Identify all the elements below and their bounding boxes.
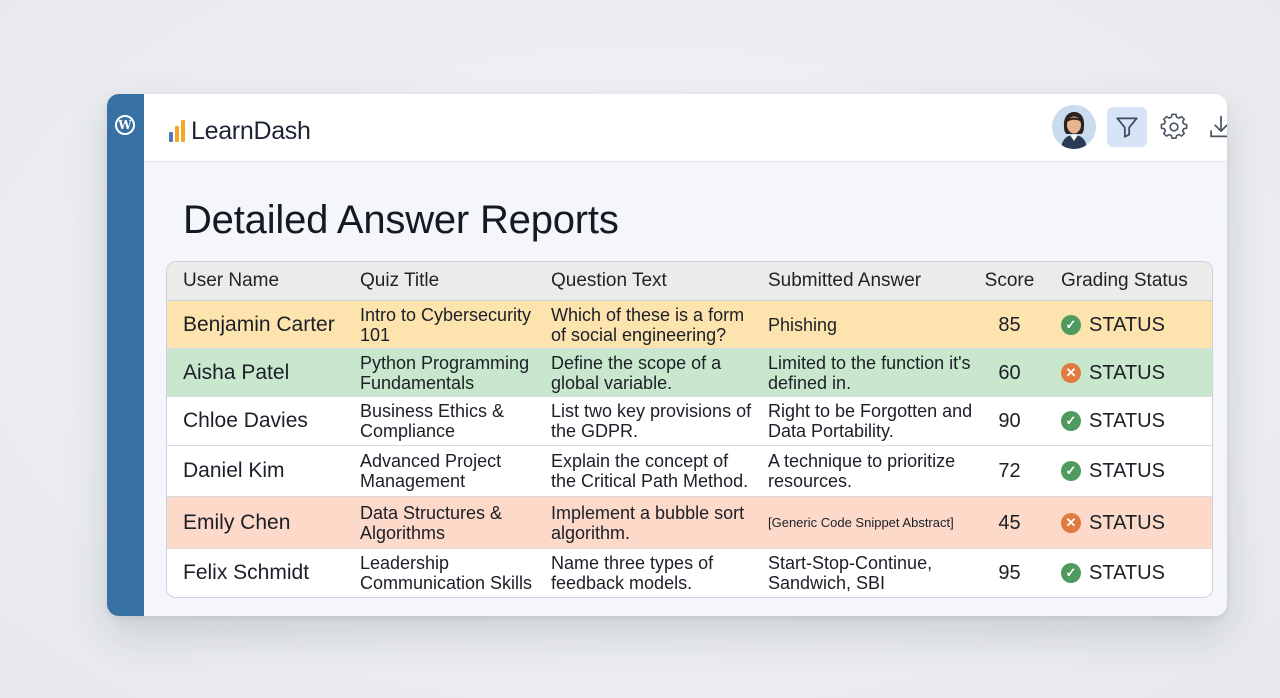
column-header-user-name[interactable]: User Name [167, 262, 344, 301]
status-badge[interactable] [1061, 363, 1212, 383]
table-row[interactable] [167, 349, 1212, 397]
status-badge[interactable] [1061, 315, 1212, 335]
table-row[interactable] [167, 446, 1212, 497]
cell-quiz-title: Leadership Communication Skills [360, 553, 533, 594]
cell-quiz-title: Intro to Cybersecurity 101 [344, 301, 535, 349]
filter-button[interactable] [1107, 107, 1147, 147]
cell-quiz-title: Python Programming Fundamentals [344, 349, 535, 397]
status-badge[interactable] [1061, 513, 1212, 533]
status-label: STATUS [1089, 361, 1165, 384]
check-circle-icon: ✓ [1061, 563, 1081, 583]
download-button[interactable] [1201, 107, 1227, 147]
column-header-quiz-title[interactable]: Quiz Title [344, 262, 535, 301]
wordpress-sidebar [107, 94, 144, 616]
cell-quiz-title: Business Ethics & Compliance [344, 397, 535, 446]
filter-icon [1114, 114, 1140, 140]
table-row[interactable] [167, 497, 1212, 549]
wordpress-logo-icon[interactable]: W [115, 115, 135, 135]
cell-score: 72 [974, 446, 1045, 497]
status-label: STATUS [1089, 562, 1165, 585]
table-row[interactable] [167, 549, 1212, 598]
page-title: Detailed Answer Reports [183, 198, 619, 242]
cell-grading-status [1045, 349, 1212, 397]
cell-score: 85 [974, 301, 1045, 349]
check-circle-icon: ✓ [1061, 461, 1081, 481]
check-circle-icon: ✓ [1061, 411, 1081, 431]
status-label: STATUS [1089, 511, 1165, 534]
cell-user-name: Daniel Kim [167, 446, 344, 497]
cell-question-text: Which of these is a form of social engineering? [535, 301, 752, 349]
cell-quiz-title: Data Structures & Algorithms [344, 497, 535, 549]
app-window [107, 94, 1227, 616]
cell-score: 95 [998, 562, 1021, 585]
cell-grading-status [1045, 497, 1212, 549]
cell-question-text: Define the scope of a global variable. [535, 349, 752, 397]
cell-user-name: Aisha Patel [167, 349, 344, 397]
column-header-question-text[interactable]: Question Text [535, 262, 752, 301]
user-avatar[interactable] [1052, 105, 1096, 149]
status-label: STATUS [1089, 410, 1165, 432]
cell-grading-status [1045, 397, 1212, 446]
status-label: STATUS [1089, 313, 1165, 336]
cell-quiz-title: Advanced Project Management [344, 446, 535, 497]
table-row[interactable] [167, 397, 1212, 446]
cell-score: 60 [974, 349, 1045, 397]
x-circle-icon: ✕ [1061, 513, 1081, 533]
cell-question-text: Explain the concept of the Critical Path Method. [535, 446, 752, 497]
user-avatar-icon [1052, 105, 1096, 149]
settings-button[interactable] [1154, 107, 1194, 147]
x-circle-icon: ✕ [1061, 363, 1081, 383]
cell-user-name: Emily Chen [167, 497, 344, 549]
brand-bar [175, 126, 179, 142]
cell-user-name: Felix Schmidt [183, 561, 310, 585]
cell-grading-status [1045, 446, 1212, 497]
table-header-row [167, 262, 1212, 301]
column-header-submitted-answer[interactable]: Submitted Answer [752, 262, 974, 301]
brand-bar [181, 120, 185, 142]
cell-submitted-answer: A technique to prioritize resources. [752, 446, 974, 497]
column-header-grading-status[interactable]: Grading Status [1045, 262, 1212, 301]
cell-submitted-answer: [Generic Code Snippet Abstract] [752, 497, 974, 549]
cell-user-name: Chloe Davies [167, 397, 344, 446]
column-header-score[interactable]: Score [974, 262, 1045, 301]
table-row[interactable] [167, 301, 1212, 349]
status-badge[interactable] [1061, 461, 1212, 481]
check-circle-icon: ✓ [1061, 315, 1081, 335]
gear-icon [1160, 113, 1188, 141]
cell-question-text: Name three types of feedback models. [551, 553, 714, 594]
status-label: STATUS [1089, 460, 1165, 482]
cell-user-name: Benjamin Carter [167, 301, 344, 349]
cell-submitted-answer: Right to be Forgotten and Data Portability. [752, 397, 974, 446]
answer-report-table [166, 261, 1213, 598]
brand-name: LearnDash [191, 116, 311, 145]
cell-score: 45 [974, 497, 1045, 549]
brand-logo[interactable] [169, 116, 311, 146]
status-badge[interactable] [1061, 563, 1212, 583]
brand-bars-icon [169, 120, 185, 142]
brand-bar [169, 132, 173, 142]
cell-grading-status [1045, 549, 1212, 598]
cell-grading-status [1045, 301, 1212, 349]
cell-submitted-answer: Phishing [752, 301, 974, 349]
cell-submitted-answer: Limited to the function it's defined in. [752, 349, 974, 397]
status-badge[interactable] [1061, 411, 1212, 431]
cell-submitted-answer: Start-Stop-Continue, Sandwich, SBI [768, 553, 933, 594]
cell-question-text: Implement a bubble sort algorithm. [535, 497, 752, 549]
app-header [144, 94, 1227, 162]
cell-score: 90 [974, 397, 1045, 446]
cell-question-text: List two key provisions of the GDPR. [535, 397, 752, 446]
download-icon [1207, 113, 1227, 141]
